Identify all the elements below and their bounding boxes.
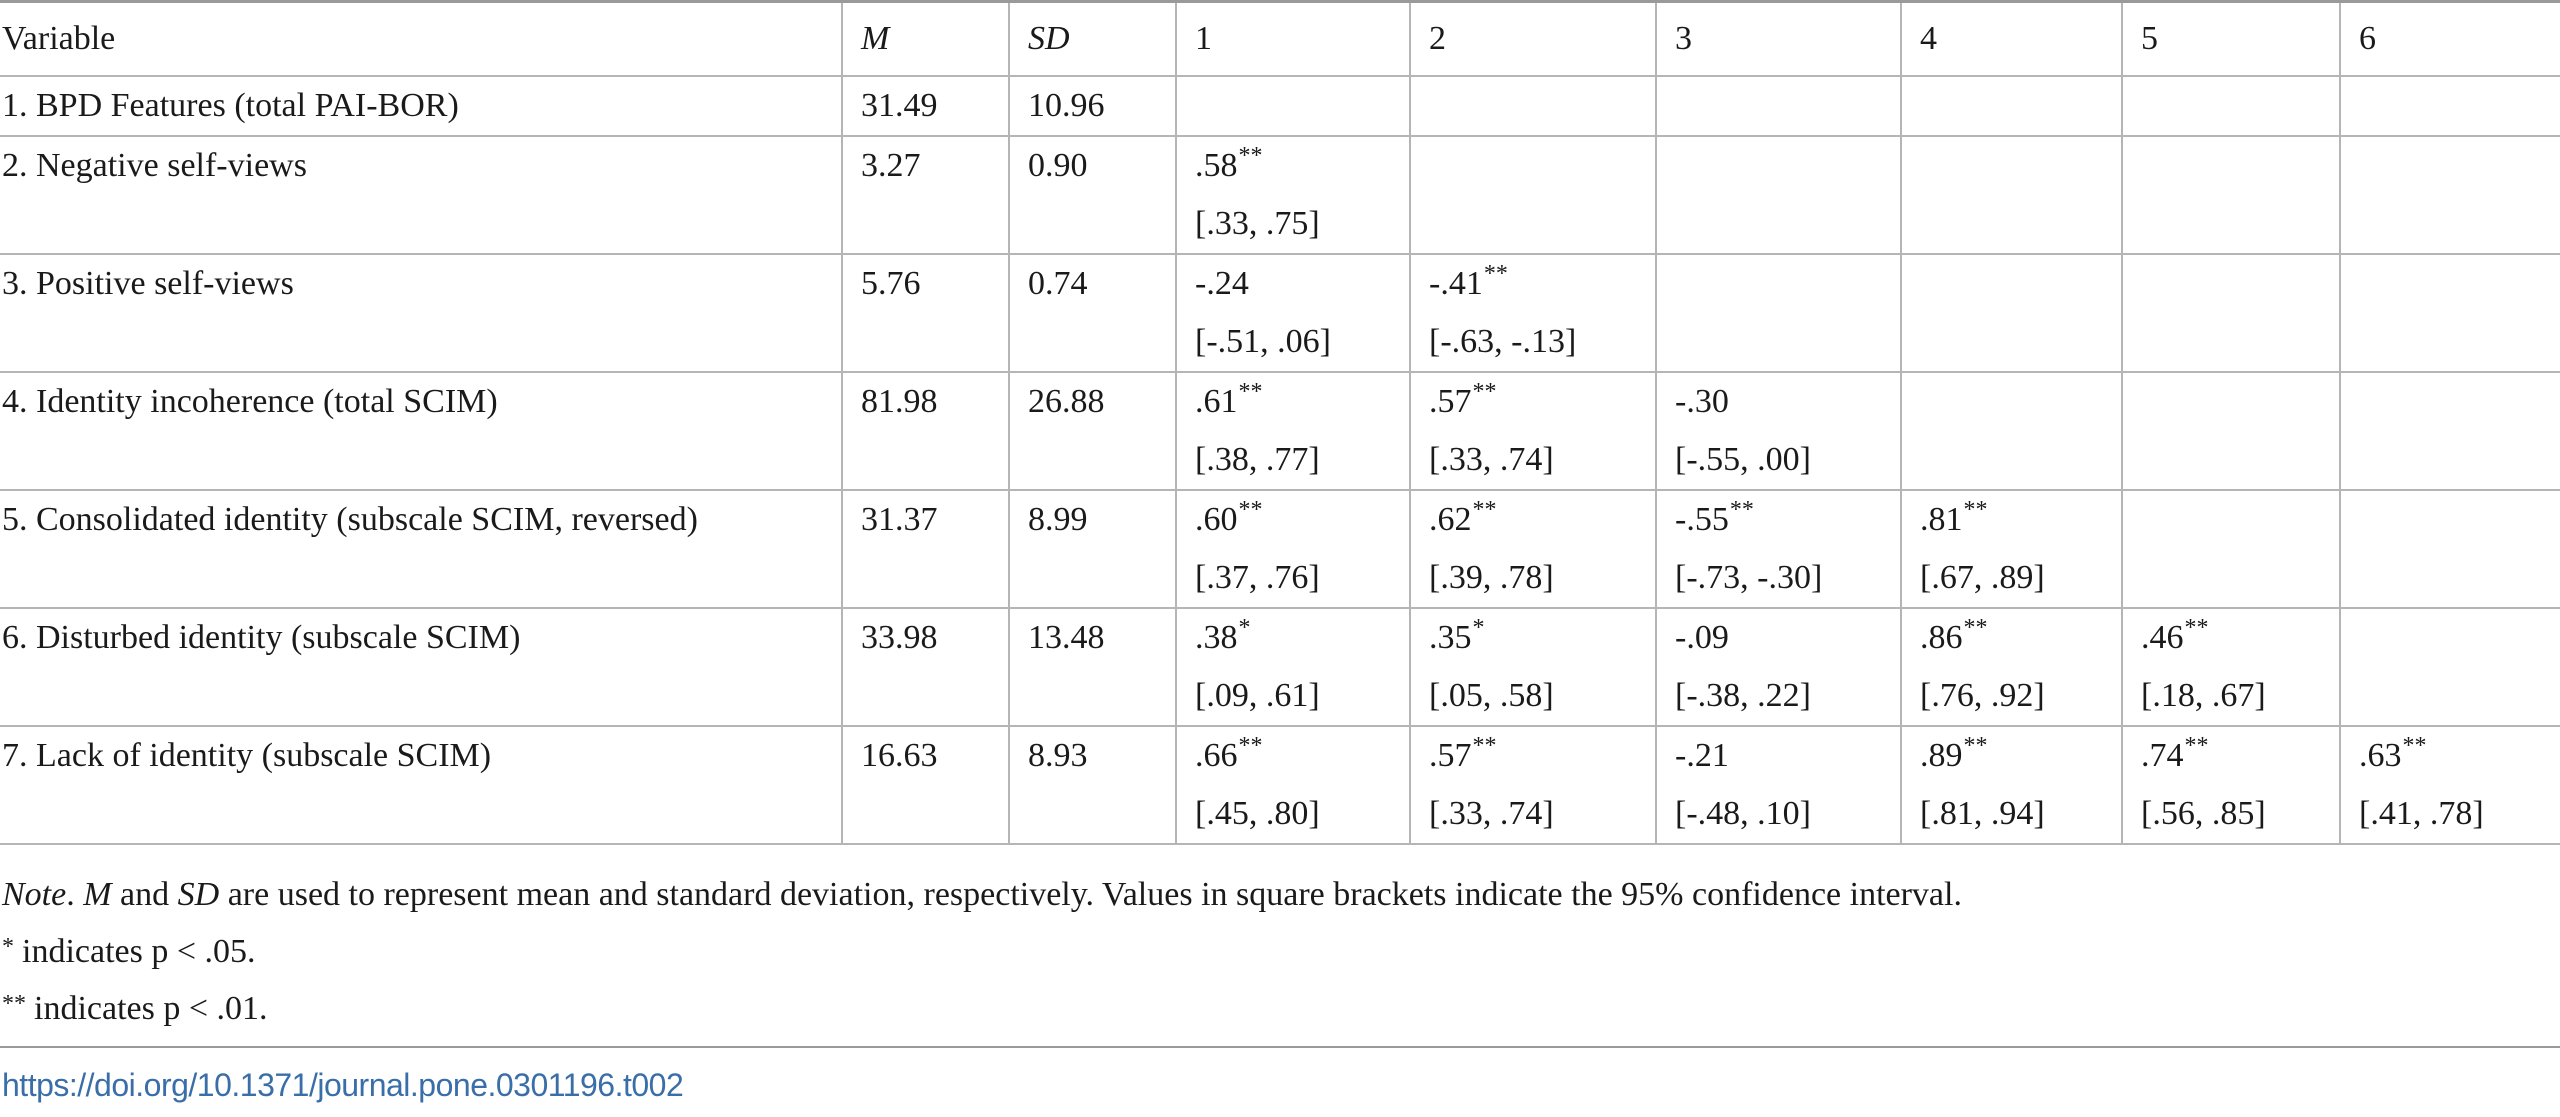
empty-cell <box>1901 313 2122 372</box>
empty-cell <box>0 785 842 844</box>
significance-stars: ** <box>1963 733 1988 759</box>
footnote-double-star <box>2 980 1962 1037</box>
confidence-interval: [.37, .76] <box>1176 549 1410 608</box>
confidence-interval: [.41, .78] <box>2340 785 2560 844</box>
empty-cell <box>0 549 842 608</box>
empty-cell <box>0 195 842 254</box>
empty-cell <box>1009 313 1176 372</box>
confidence-interval: [.67, .89] <box>1901 549 2122 608</box>
row-mean: 31.49 <box>842 76 1009 136</box>
correlation-cell <box>1176 136 1410 195</box>
row-mean: 3.27 <box>842 136 1009 195</box>
significance-stars: ** <box>1963 497 1988 523</box>
correlation-cell <box>1410 254 1656 313</box>
confidence-interval: [.33, .74] <box>1410 431 1656 490</box>
empty-cell <box>2340 372 2560 431</box>
empty-cell <box>2122 490 2340 549</box>
empty-cell <box>2340 136 2560 195</box>
empty-cell <box>2122 254 2340 313</box>
empty-cell <box>1901 431 2122 490</box>
confidence-interval: [-.63, -.13] <box>1410 313 1656 372</box>
table-notes <box>2 866 1962 1037</box>
empty-cell <box>1656 195 1901 254</box>
confidence-interval: [.38, .77] <box>1176 431 1410 490</box>
correlation-value: .60 <box>1195 501 1238 538</box>
note-line <box>2 866 1962 923</box>
empty-cell <box>1901 76 2122 136</box>
empty-cell <box>2340 254 2560 313</box>
note-sd: SD <box>177 876 220 913</box>
footer-divider <box>0 1046 2560 1048</box>
confidence-interval: [.56, .85] <box>2122 785 2340 844</box>
ci-row <box>0 549 2560 608</box>
empty-cell <box>2340 431 2560 490</box>
significance-stars: * <box>1238 615 1251 641</box>
row-label: 3. Positive self-views <box>2 265 294 302</box>
empty-cell <box>1656 254 1901 313</box>
correlation-cell <box>2340 726 2560 785</box>
note-label: Note <box>2 876 67 913</box>
header-col-6: 6 <box>2340 2 2560 77</box>
empty-cell <box>2340 667 2560 726</box>
empty-cell <box>1009 549 1176 608</box>
correlation-cell <box>1176 726 1410 785</box>
correlation-cell <box>1901 726 2122 785</box>
confidence-interval: [.39, .78] <box>1410 549 1656 608</box>
row-sd: 0.90 <box>1009 136 1176 195</box>
correlation-value: -.55 <box>1675 501 1729 538</box>
footnote-single-star <box>2 923 1962 980</box>
correlation-cell <box>1901 608 2122 667</box>
correlation-value: .81 <box>1920 501 1963 538</box>
correlation-value: .57 <box>1429 737 1472 774</box>
confidence-interval: [.33, .75] <box>1176 195 1410 254</box>
correlation-cell <box>1410 372 1656 431</box>
note-text: are used to represent mean and standard deviation, respectively. Values in square brackets indicate the 95% confidence interval. <box>219 876 1962 913</box>
significance-stars: ** <box>1472 733 1497 759</box>
header-mean: M <box>842 2 1009 77</box>
empty-cell <box>842 313 1009 372</box>
empty-cell <box>2122 136 2340 195</box>
significance-stars: ** <box>1729 497 1754 523</box>
empty-cell <box>2340 76 2560 136</box>
significance-stars: ** <box>1238 733 1263 759</box>
significance-stars: ** <box>1483 261 1508 287</box>
correlation-value: .86 <box>1920 619 1963 656</box>
row-label: 2. Negative self-views <box>2 147 307 184</box>
correlation-value: .63 <box>2359 737 2402 774</box>
empty-cell <box>1901 372 2122 431</box>
correlation-cell <box>1656 372 1901 431</box>
confidence-interval: [-.38, .22] <box>1656 667 1901 726</box>
table-header-row <box>0 2 2560 77</box>
significance-stars: ** <box>1238 379 1263 405</box>
row-label: 6. Disturbed identity (subscale SCIM) <box>2 619 521 656</box>
row-sd: 10.96 <box>1009 76 1176 136</box>
empty-cell <box>1009 785 1176 844</box>
row-sd: 13.48 <box>1009 608 1176 667</box>
ci-row <box>0 313 2560 372</box>
correlation-value: .62 <box>1429 501 1472 538</box>
header-variable: Variable <box>0 2 842 77</box>
empty-cell <box>842 667 1009 726</box>
table-row <box>0 726 2560 785</box>
correlation-cell <box>1176 608 1410 667</box>
row-sd: 8.93 <box>1009 726 1176 785</box>
footnote-symbol: ** <box>2 991 26 1017</box>
correlation-value: .35 <box>1429 619 1472 656</box>
confidence-interval: [-.51, .06] <box>1176 313 1410 372</box>
empty-cell <box>1901 195 2122 254</box>
correlation-value: -.21 <box>1675 737 1729 774</box>
empty-cell <box>2122 372 2340 431</box>
empty-cell <box>1009 667 1176 726</box>
significance-stars: ** <box>1238 143 1263 169</box>
footnote-text: indicates p < .05. <box>22 933 256 970</box>
row-sd: 26.88 <box>1009 372 1176 431</box>
correlation-value: .66 <box>1195 737 1238 774</box>
correlation-cell <box>1410 490 1656 549</box>
row-sd: 0.74 <box>1009 254 1176 313</box>
footnote-text: indicates p < .01. <box>34 990 268 1027</box>
ci-row <box>0 667 2560 726</box>
table-row <box>0 608 2560 667</box>
empty-cell <box>2340 490 2560 549</box>
correlation-value: .61 <box>1195 383 1238 420</box>
correlation-cell <box>1656 726 1901 785</box>
header-sd: SD <box>1009 2 1176 77</box>
row-label: 7. Lack of identity (subscale SCIM) <box>2 737 492 774</box>
correlation-value: -.24 <box>1195 265 1249 302</box>
table-row <box>0 490 2560 549</box>
correlation-value: .38 <box>1195 619 1238 656</box>
row-sd: 8.99 <box>1009 490 1176 549</box>
correlation-cell <box>1656 608 1901 667</box>
footnote-symbol: * <box>2 934 14 960</box>
correlation-cell <box>2122 726 2340 785</box>
row-label: 1. BPD Features (total PAI-BOR) <box>0 76 842 136</box>
significance-stars: ** <box>2402 733 2427 759</box>
empty-cell <box>0 313 842 372</box>
empty-cell <box>1656 313 1901 372</box>
row-label: 5. Consolidated identity (subscale SCIM, reversed) <box>2 501 698 538</box>
empty-cell <box>842 195 1009 254</box>
empty-cell <box>2340 608 2560 667</box>
correlation-cell <box>1176 372 1410 431</box>
confidence-interval: [.81, .94] <box>1901 785 2122 844</box>
confidence-interval: [.09, .61] <box>1176 667 1410 726</box>
correlation-cell <box>2122 608 2340 667</box>
significance-stars: ** <box>1472 497 1497 523</box>
empty-cell <box>2340 549 2560 608</box>
empty-cell <box>1009 431 1176 490</box>
empty-cell <box>842 785 1009 844</box>
row-mean: 31.37 <box>842 490 1009 549</box>
empty-cell <box>2122 195 2340 254</box>
correlation-value: .46 <box>2141 619 2184 656</box>
empty-cell <box>1176 76 1410 136</box>
confidence-interval: [-.48, .10] <box>1656 785 1901 844</box>
table-row <box>0 136 2560 195</box>
correlation-cell <box>1410 726 1656 785</box>
confidence-interval: [.05, .58] <box>1410 667 1656 726</box>
significance-stars: ** <box>2184 615 2209 641</box>
empty-cell <box>1656 136 1901 195</box>
empty-cell <box>0 667 842 726</box>
empty-cell <box>1410 195 1656 254</box>
empty-cell <box>0 431 842 490</box>
confidence-interval: [-.73, -.30] <box>1656 549 1901 608</box>
empty-cell <box>2340 313 2560 372</box>
empty-cell <box>1901 254 2122 313</box>
table-row <box>0 372 2560 431</box>
row-mean: 5.76 <box>842 254 1009 313</box>
confidence-interval: [.45, .80] <box>1176 785 1410 844</box>
ci-row <box>0 195 2560 254</box>
empty-cell <box>1009 195 1176 254</box>
doi-link[interactable]: https://doi.org/10.1371/journal.pone.0301196.t002 <box>2 1067 684 1103</box>
confidence-interval: [.76, .92] <box>1901 667 2122 726</box>
empty-cell <box>2340 195 2560 254</box>
confidence-interval: [.18, .67] <box>2122 667 2340 726</box>
correlation-cell <box>1656 490 1901 549</box>
correlation-value: .89 <box>1920 737 1963 774</box>
empty-cell <box>1656 76 1901 136</box>
header-col-2: 2 <box>1410 2 1656 77</box>
correlation-value: -.30 <box>1675 383 1729 420</box>
empty-cell <box>2122 313 2340 372</box>
significance-stars: ** <box>1963 615 1988 641</box>
correlation-value: .57 <box>1429 383 1472 420</box>
significance-stars: * <box>1472 615 1485 641</box>
note-and: and <box>111 876 178 913</box>
ci-row <box>0 431 2560 490</box>
correlation-cell <box>1176 254 1410 313</box>
correlation-value: -.09 <box>1675 619 1729 656</box>
table-row <box>0 254 2560 313</box>
empty-cell <box>1901 136 2122 195</box>
significance-stars: ** <box>1472 379 1497 405</box>
confidence-interval: [.33, .74] <box>1410 785 1656 844</box>
significance-stars: ** <box>2184 733 2209 759</box>
empty-cell <box>2122 76 2340 136</box>
row-mean: 33.98 <box>842 608 1009 667</box>
empty-cell <box>1410 136 1656 195</box>
header-col-1: 1 <box>1176 2 1410 77</box>
empty-cell <box>842 549 1009 608</box>
empty-cell <box>1410 76 1656 136</box>
table-row <box>0 76 2560 136</box>
header-col-3: 3 <box>1656 2 1901 77</box>
note-separator: . <box>66 876 84 913</box>
header-col-4: 4 <box>1901 2 2122 77</box>
correlation-value: .58 <box>1195 147 1238 184</box>
correlation-value: -.41 <box>1429 265 1483 302</box>
empty-cell <box>2122 549 2340 608</box>
row-label: 4. Identity incoherence (total SCIM) <box>2 383 498 420</box>
correlation-cell <box>1901 490 2122 549</box>
header-col-5: 5 <box>2122 2 2340 77</box>
correlation-cell <box>1410 608 1656 667</box>
ci-row <box>0 785 2560 844</box>
confidence-interval: [-.55, .00] <box>1656 431 1901 490</box>
row-mean: 16.63 <box>842 726 1009 785</box>
note-m: M <box>83 876 112 913</box>
correlation-value: .74 <box>2141 737 2184 774</box>
correlation-cell <box>1176 490 1410 549</box>
significance-stars: ** <box>1238 497 1263 523</box>
row-mean: 81.98 <box>842 372 1009 431</box>
empty-cell <box>842 431 1009 490</box>
empty-cell <box>2122 431 2340 490</box>
